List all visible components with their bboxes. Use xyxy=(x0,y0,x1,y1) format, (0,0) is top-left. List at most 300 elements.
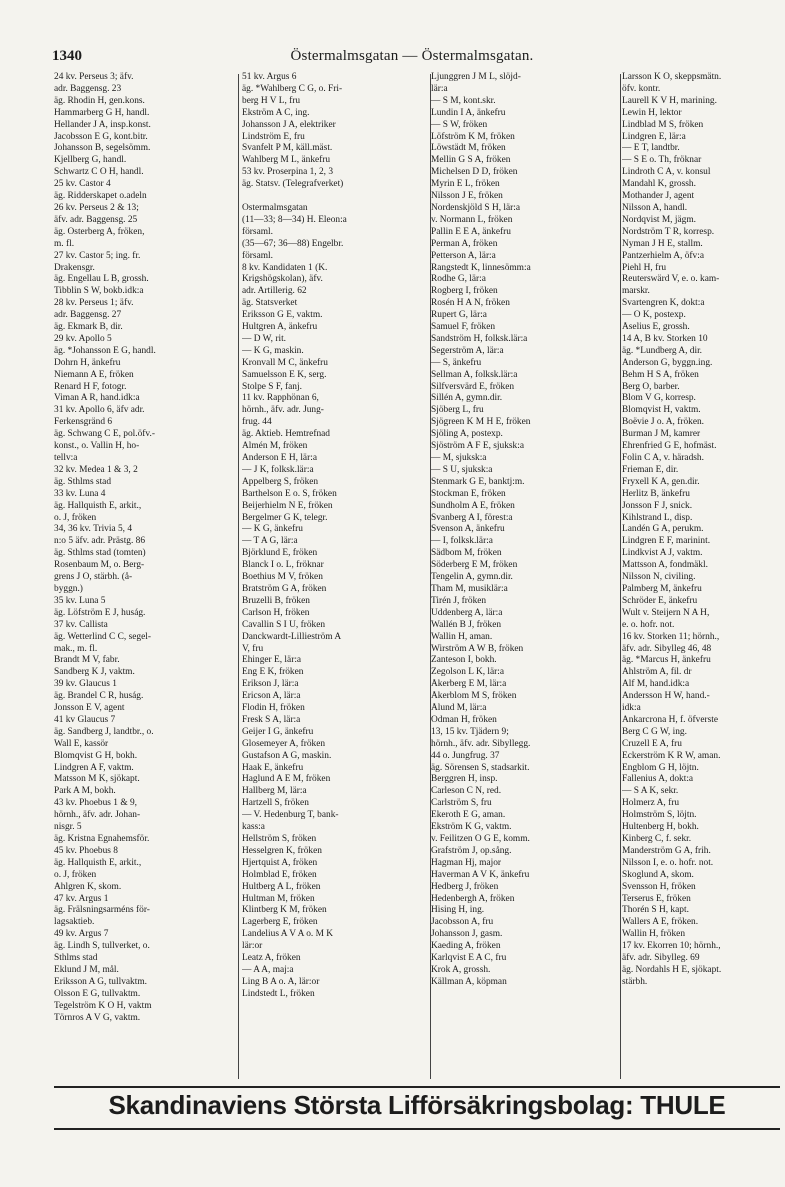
directory-entry: Nilsson N, civiling. xyxy=(622,572,696,583)
directory-entry: Rodhe G, lär:a xyxy=(431,274,486,285)
directory-entry: äg. Wetterlind C C, segel- xyxy=(54,631,151,642)
directory-entry: Haglund A E M, fröken xyxy=(242,774,331,785)
directory-entry: hörnh., äfv. adr. Sibyllegg. xyxy=(431,738,531,749)
directory-entry: Petterson A, lär:a xyxy=(431,250,496,261)
directory-entry: Holmblad E, fröken xyxy=(242,869,317,880)
directory-entry: Terserus E, fröken xyxy=(622,893,691,904)
directory-entry: äg. Löfström E J, huság. xyxy=(54,607,146,618)
directory-entry: Björklund E, fröken xyxy=(242,548,318,559)
directory-entry: Svartengren K, dokt:a xyxy=(622,298,705,309)
directory-entry: 11 kv. Rapphönan 6, xyxy=(242,393,319,404)
directory-entry: Behm H S A, fröken xyxy=(622,369,699,380)
directory-entry: Berg O, barber. xyxy=(622,381,680,392)
directory-entry: Ekström K G, vaktm. xyxy=(431,822,512,833)
directory-entry: Stolpe S F, fanj. xyxy=(242,381,302,392)
directory-entry: Dohrn H, änkefru xyxy=(54,357,121,368)
directory-entry: 17 kv. Ekorren 10; hörnh., xyxy=(622,941,721,952)
directory-entry: äg. Kristna Egnahemsför. xyxy=(54,834,150,844)
directory-entry: Perman A, fröken xyxy=(431,238,498,249)
directory-entry: Olsson E G, tullvaktm. xyxy=(54,988,141,999)
directory-entry: Nordström T R, korresp. xyxy=(622,226,715,237)
directory-entry: äg. *Marcus H, änkefru xyxy=(622,655,711,666)
directory-entry: kass:a xyxy=(242,822,265,833)
directory-entry: Eng E K, fröken xyxy=(242,667,304,678)
directory-entry: Blomqvist H, vaktm. xyxy=(622,405,701,416)
directory-entry: Landelius A V A o. M K xyxy=(242,929,334,940)
directory-entry: Landén G A, perukm. xyxy=(622,524,704,535)
directory-entry: 31 kv. Apollo 6, äfv adr. xyxy=(54,405,145,416)
directory-entry: Zanteson I, bokh. xyxy=(431,655,497,666)
directory-entry: Nilsson J E, fröken xyxy=(431,191,503,202)
footer-advertisement: Skandinaviens Största Lifförsäkringsbolag: THULE xyxy=(108,1090,726,1120)
directory-entry: Eriksson A G, tullvaktm. xyxy=(54,976,147,987)
directory-entry: Lindström E, fru xyxy=(242,131,305,142)
directory-entry: Fryxell K A, gen.dir. xyxy=(622,476,700,487)
directory-entry: 39 kv. Glaucus 1 xyxy=(54,679,117,690)
directory-entry: Ahlström A, fil. dr xyxy=(622,667,692,678)
directory-entry: Rosén H A N, fröken xyxy=(431,298,510,309)
directory-entry: Sellman A, folksk.lär:a xyxy=(431,369,518,380)
directory-entry: 45 kv. Phoebus 8 xyxy=(54,845,118,856)
directory-entry: öfv. kontr. xyxy=(622,83,661,94)
directory-entry: Segerström A, lär:a xyxy=(431,345,504,356)
directory-entry: 49 kv. Argus 7 xyxy=(54,929,109,940)
directory-entry: äg. Rhodin H, gen.kons. xyxy=(54,95,145,106)
directory-entry: Stenmark G E, banktj:m. xyxy=(431,476,525,487)
directory-entry: Sundholm A E, fröken xyxy=(431,500,515,511)
directory-entry: Myrin E L, fröken xyxy=(431,179,500,190)
directory-entry: Nordenskjöld S H, lär:a xyxy=(431,202,521,213)
directory-entry: Åkerberg E M, lär:a xyxy=(431,679,507,690)
directory-entry: Lindgren E F, marinint. xyxy=(622,536,711,547)
directory-entry: Lindgren A F, vaktm. xyxy=(54,762,134,773)
directory-entry: — S A K, sekr. xyxy=(622,786,679,797)
directory-entry: Tirén J, fröken xyxy=(431,595,487,606)
directory-entry: Lewin H, lektor xyxy=(622,107,682,118)
directory-entry: lär:or xyxy=(242,941,263,952)
directory-entry: — K G, änkefru xyxy=(242,524,303,535)
directory-entry: Blomqvist G H, bokh. xyxy=(54,750,138,761)
directory-entry: nisgr. 5 xyxy=(54,822,82,833)
directory-entry: 34, 36 kv. Trivia 5, 4 xyxy=(54,524,133,535)
directory-entry: (35—67; 36—88) Engelbr. xyxy=(242,238,344,249)
directory-entry: stärbh. xyxy=(622,976,648,987)
directory-entry: (11—33; 8—34) H. Eleon:a xyxy=(242,214,347,225)
directory-entry: Drakensgr. xyxy=(54,262,95,273)
directory-entry: äfv. adr. Baggensg. 25 xyxy=(54,214,138,225)
directory-entry: Boethius M V, fröken xyxy=(242,572,323,583)
directory-entry: V, fru xyxy=(242,643,264,654)
directory-entry: Ankarcrona H, f. öfverste xyxy=(622,714,719,725)
directory-entry: o. J, fröken xyxy=(54,869,97,880)
directory-entry: Wult v. Steijern N A H, xyxy=(622,607,710,618)
directory-entry: lagsaktieb. xyxy=(54,917,95,928)
directory-entry: Cavallin S I U, fröken xyxy=(242,619,326,630)
footer-rule xyxy=(54,1128,780,1130)
directory-entry: Haak E, änkefru xyxy=(242,762,304,773)
directory-entry: Park A M, bokh. xyxy=(54,786,116,797)
directory-entry: Wallers A E, fröken. xyxy=(622,917,699,928)
directory-entry: äg. Hallquisth E, arkit., xyxy=(54,500,142,511)
directory-entry: adr. Baggensg. 23 xyxy=(54,83,122,94)
directory-entry: Hagman Hj, major xyxy=(431,857,502,868)
directory-entry: Sädbom M, fröken xyxy=(431,548,502,559)
directory-entry: Krigshögskolan), äfv. xyxy=(242,274,323,285)
directory-entry: Lindroth C A, v. konsul xyxy=(622,167,711,178)
directory-entry: Bruzelli B, fröken xyxy=(242,595,310,606)
directory-entry: Lindblad M S, fröken xyxy=(622,119,704,130)
directory-entry: m. fl. xyxy=(54,238,75,249)
directory-entry: Pallin E E A, änkefru xyxy=(431,226,511,237)
directory-entry: — A A, maj:a xyxy=(242,964,294,975)
directory-entry: Holmerz A, fru xyxy=(622,798,680,809)
directory-entry: — V. Hedenburg T, bank- xyxy=(242,810,339,821)
directory-entry: Hartzell S, fröken xyxy=(242,798,309,809)
directory-entry: 32 kv. Medea 1 & 3, 2 xyxy=(54,464,138,475)
directory-entry: Hellström S, fröken xyxy=(242,834,317,844)
directory-entry: — J K, folksk.lär:a xyxy=(242,464,314,475)
directory-entry: 41 kv Glaucus 7 xyxy=(54,714,116,725)
directory-entry: Ekeroth E G, aman. xyxy=(431,810,506,821)
directory-entry: 53 kv. Proserpina 1, 2, 3 xyxy=(242,167,334,178)
directory-entry: Kjellberg G, handl. xyxy=(54,155,127,166)
directory-entry: Svensson H, fröken xyxy=(622,881,696,892)
directory-entry: konst., o. Vallin H, ho- xyxy=(54,441,140,452)
directory-entry: Flodin H, fröken xyxy=(242,703,305,714)
directory-entry: äg. Brandel C R, huság. xyxy=(54,691,144,702)
directory-entry: Erikson J, lär:a xyxy=(242,679,299,690)
directory-entry: Stockman E, fröken xyxy=(431,488,506,499)
directory-entry: Sandström H, folksk.lär:a xyxy=(431,333,528,344)
directory-entry: o. J, fröken xyxy=(54,512,97,523)
directory-entry: adr. Artillerig. 62 xyxy=(242,286,307,297)
directory-entry: äg. Lindh S, tullverket, o. xyxy=(54,941,150,952)
directory-entry: Fallenius A, dokt:a xyxy=(622,774,694,785)
directory-entry: Källman A, köpman xyxy=(431,976,507,987)
directory-entry: 25 kv. Castor 4 xyxy=(54,179,111,190)
directory-entry: Silfversvärd E, fröken xyxy=(431,381,515,392)
directory-entry: tellv:a xyxy=(54,453,78,463)
directory-entry: Hedberg J, fröken xyxy=(431,881,499,892)
directory-entry: Holmström S, löjtn. xyxy=(622,810,697,821)
directory-entry: Anderson E H, lär:a xyxy=(242,453,317,463)
directory-entry: Uddenberg A, lär:a xyxy=(431,607,503,618)
directory-entry: Nilsson I, e. o. hofr. not. xyxy=(622,857,714,868)
directory-entry: 16 kv. Storken 11; hörnh., xyxy=(622,631,720,642)
directory-entry: Sandberg K J, vaktm. xyxy=(54,667,135,678)
directory-entry: Ödman H, fröken xyxy=(431,714,497,725)
directory-entry: Barthelson E o. S, fröken xyxy=(242,488,337,499)
directory-entry: grens J O, stärbh. (å- xyxy=(54,572,133,583)
directory-entry: äg. Ridderskapet o.adeln xyxy=(54,191,147,202)
directory-entry: — M, sjuksk:a xyxy=(431,453,487,463)
directory-entry: Östermalmsgatan xyxy=(242,202,308,213)
directory-entry: äg. *Johansson E G, handl. xyxy=(54,345,156,356)
directory-entry: Leatz A, fröken xyxy=(242,953,301,964)
directory-entry: Ferkensgränd 6 xyxy=(54,417,113,428)
directory-entry: Engblom G H, löjtn. xyxy=(622,762,699,773)
directory-entry: 24 kv. Perseus 3; äfv. xyxy=(54,72,134,82)
directory-entry: Åselius E, grossh. xyxy=(622,322,690,333)
directory-entry: Sjöström A F E, sjuksk:a xyxy=(431,441,524,452)
directory-entry: Brandt M V, fabr. xyxy=(54,655,120,666)
directory-entry: Piehl H, fru xyxy=(622,262,667,273)
directory-entry: Hellander J A, insp.konst. xyxy=(54,119,151,130)
directory-entry: Glosemeyer A, fröken xyxy=(242,738,326,749)
directory-entry: Johansson J, gasm. xyxy=(431,929,503,940)
directory-entry: 29 kv. Apollo 5 xyxy=(54,333,112,344)
directory-entry: Hultgren A, änkefru xyxy=(242,322,318,333)
directory-entry: Fresk S A, lär:a xyxy=(242,714,301,725)
directory-entry: Danckwardt-Lillieström A xyxy=(242,631,342,642)
directory-entry: Jacobsson A, fru xyxy=(431,917,494,928)
directory-entry: Schröder E, änkefru xyxy=(622,595,698,606)
directory-entry: församl. xyxy=(242,226,273,237)
directory-entry: — D W, rit. xyxy=(242,333,287,344)
directory-entry: äg. Frälsningsarméns för- xyxy=(54,905,150,916)
directory-entry: äg. Ekmark B, dir. xyxy=(54,322,123,333)
directory-entry: Manderström G A, frih. xyxy=(622,845,711,856)
directory-entry: Hjertquist A, fröken xyxy=(242,857,318,868)
directory-entry: församl. xyxy=(242,250,273,261)
directory-entry: Ekström A C, ing. xyxy=(242,107,310,118)
directory-entry: Hultberg A L, fröken xyxy=(242,881,321,892)
directory-entry: Palmberg M, änkefru xyxy=(622,583,702,594)
directory-entry: 13, 15 kv. Tjädern 9; xyxy=(431,726,509,737)
directory-entry: Anderson G, byggn.ing. xyxy=(622,357,713,368)
directory-entry: 14 A, B kv. Storken 10 xyxy=(622,333,708,344)
directory-entry: — S M, kont.skr. xyxy=(431,95,496,106)
directory-entry: adr. Baggensg. 27 xyxy=(54,310,122,321)
directory-entry: äg. Sthlms stad (tomten) xyxy=(54,548,146,559)
directory-entry: Tengelin A, gymn.dir. xyxy=(431,572,513,583)
directory-entry: Nordqvist M, jägm. xyxy=(622,214,696,225)
directory-entry: äg. Engellau L B, grossh. xyxy=(54,274,149,285)
directory-entry: Löwstädt M, fröken xyxy=(431,143,506,154)
directory-entry: 33 kv. Luna 4 xyxy=(54,488,106,499)
directory-entry: Jacobsson E G, kont.bitr. xyxy=(54,131,148,142)
directory-entry: Svenson A, änkefru xyxy=(431,524,505,535)
directory-entry: Wirström A W B, fröken xyxy=(431,643,524,654)
page-number: 1340 xyxy=(52,48,82,64)
directory-entry: Eklund J M, mål. xyxy=(54,964,119,975)
directory-entry: Jonsson F J, snick. xyxy=(622,500,693,511)
directory-entry: äg. Österberg A, fröken, xyxy=(54,226,145,237)
directory-entry: Rogberg I, fröken xyxy=(431,286,498,297)
directory-entry: Thorén S H, kapt. xyxy=(622,905,689,916)
directory-entry: Burman J M, kamrer xyxy=(622,429,701,440)
directory-entry: äg. Sörensen S, stadsarkit. xyxy=(431,762,530,773)
directory-entry: Lagerberg E, fröken xyxy=(242,917,318,928)
directory-entry: Cruzell E A, fru xyxy=(622,738,682,749)
directory-entry: Johansson B, segelsömm. xyxy=(54,143,151,154)
directory-entry: Grafström J, op.sång. xyxy=(431,845,512,856)
directory-entry: Lundin I A, änkefru xyxy=(431,107,506,118)
directory-entry: Alf M, hand.idk:a xyxy=(622,679,690,690)
directory-entry: 27 kv. Castor 5; ing. fr. xyxy=(54,250,141,261)
directory-entry: Berg C G W, ing. xyxy=(622,726,687,737)
directory-column-4 xyxy=(622,72,785,1082)
directory-entry: hörnh., äfv. adr. Jung- xyxy=(242,405,324,416)
directory-entry: frug. 44 xyxy=(242,417,272,428)
directory-entry: — T A G, lär:a xyxy=(242,536,298,547)
directory-entry: Ehrenfried G E, hofmäst. xyxy=(622,441,717,452)
directory-entry: Lindgren E, lär:a xyxy=(622,131,686,142)
directory-entry: hörnh., äfv. adr. Johan- xyxy=(54,810,141,821)
directory-entry: Rupert G, lär:a xyxy=(431,310,487,321)
running-title: Östermalmsgatan — Östermalmsgatan. xyxy=(290,48,534,64)
directory-entry: Herlitz B, änkefru xyxy=(622,488,690,499)
directory-entry: v. Normann L, fröken xyxy=(431,214,513,225)
page-header xyxy=(52,48,772,70)
directory-entry: 37 kv. Callista xyxy=(54,619,108,630)
directory-entry: Kihlstrand L, disp. xyxy=(622,512,693,523)
directory-entry: Carleson C N, red. xyxy=(431,786,502,797)
directory-entry: Ericson A, lär:a xyxy=(242,691,301,702)
directory-entry: Mellin G S A, fröken xyxy=(431,155,511,166)
directory-entry: Eckerström K R W, aman. xyxy=(622,750,721,761)
directory-entry: Zegolson L K, lär:a xyxy=(431,667,505,678)
directory-entry: v. Feilitzen O G E, komm. xyxy=(431,834,530,844)
directory-column-2 xyxy=(242,72,418,1082)
directory-entry: Ålund M, lär:a xyxy=(431,703,487,714)
directory-entry: Åkerblom M S, fröken xyxy=(431,691,517,702)
directory-entry: Hultenberg H, bokh. xyxy=(622,822,699,833)
directory-entry: Hesselgren K, fröken xyxy=(242,845,322,856)
directory-entry: Wallin H, fröken xyxy=(622,929,686,940)
directory-entry: äg. *Lundberg A, dir. xyxy=(622,345,703,356)
directory-entry: Svanberg A I, förest:a xyxy=(431,512,513,523)
directory-entry: Almén M, fröken xyxy=(242,441,308,452)
directory-entry: Wahlberg M L, änkefru xyxy=(242,155,331,166)
directory-entry: Ehinger E, lär:a xyxy=(242,655,302,666)
directory-entry: Sjögreen K M H E, fröken xyxy=(431,417,531,428)
directory-entry: Carlson H, fröken xyxy=(242,607,310,618)
directory-entry: Mattsson A, fondmäkl. xyxy=(622,560,708,571)
directory-entry: Kronvall M C, änkefru xyxy=(242,357,328,368)
directory-entry: 26 kv. Perseus 2 & 13; xyxy=(54,202,139,213)
directory-entry: Hedenbergh A, fröken xyxy=(431,893,515,904)
directory-entry: Bergelmer G K, telegr. xyxy=(242,512,328,523)
directory-entry: Michelsen D D, fröken xyxy=(431,167,518,178)
directory-entry: Matsson M K, sjökapt. xyxy=(54,774,140,785)
directory-entry: — E T, landtbr. xyxy=(622,143,680,154)
directory-entry: 47 kv. Argus 1 xyxy=(54,893,109,904)
directory-entry: Gustafson A G, maskin. xyxy=(242,750,332,761)
directory-entry: 8 kv. Kandidaten 1 (K. xyxy=(242,262,328,273)
directory-entry: Mothander J, agent xyxy=(622,191,695,202)
directory-entry: Beijerhielm N E, fröken xyxy=(242,500,333,511)
directory-entry: Klintberg K M, fröken xyxy=(242,905,327,916)
directory-entry: marskr. xyxy=(622,286,650,297)
directory-entry: Lindstedt L, fröken xyxy=(242,988,315,999)
directory-entry: Nilsson A, handl. xyxy=(622,202,688,213)
directory-entry: Frieman E, dir. xyxy=(622,464,679,475)
directory-entry: Reuterswärd V, e. o. kam- xyxy=(622,274,720,285)
directory-entry: Folin C A, v. häradsh. xyxy=(622,453,704,463)
directory-entry: Eriksson G E, vaktm. xyxy=(242,310,323,321)
directory-entry: Samuel F, fröken xyxy=(431,322,496,333)
directory-entry: Hultman M, fröken xyxy=(242,893,315,904)
directory-columns xyxy=(54,72,782,1082)
directory-entry: Jonsson E V, agent xyxy=(54,703,125,714)
directory-column-3 xyxy=(431,72,609,1082)
directory-entry: Niemann A E, fröken xyxy=(54,369,134,380)
directory-entry: Carlström S, fru xyxy=(431,798,492,809)
directory-entry: äg. Statsv. (Telegrafverket) xyxy=(242,179,344,190)
directory-entry: 51 kv. Argus 6 xyxy=(242,72,297,82)
directory-entry: Kinberg C, f. sekr. xyxy=(622,834,692,844)
directory-entry: Viman A R, hand.idk:a xyxy=(54,393,140,404)
directory-entry: Tham M, musiklär:a xyxy=(431,583,508,594)
directory-entry: Söderberg E M, fröken xyxy=(431,560,518,571)
directory-entry: mak., m. fl. xyxy=(54,643,98,654)
directory-entry: Appelberg S, fröken xyxy=(242,476,319,487)
directory-entry: — S U, sjuksk:a xyxy=(431,464,493,475)
directory-entry: idk:a xyxy=(622,703,641,714)
directory-entry: Sillén A, gymn.dir. xyxy=(431,393,503,404)
directory-entry: — S W, fröken xyxy=(431,119,488,130)
directory-entry: Wallin H, aman. xyxy=(431,631,493,642)
directory-entry: äg. Hallquisth E, arkit., xyxy=(54,857,142,868)
directory-entry: Sjöberg L, fru xyxy=(431,405,484,416)
directory-entry: Skoglund A, skom. xyxy=(622,869,694,880)
directory-entry: äg. Nordahls H E, sjökapt. xyxy=(622,964,722,975)
directory-entry: Boëvie J o. A, fröken. xyxy=(622,417,705,428)
directory-entry: Geijer I G, änkefru xyxy=(242,726,314,737)
directory-entry: äg. Aktieb. Hemtrefnad xyxy=(242,429,330,440)
directory-entry: Nyman J H E, stallm. xyxy=(622,238,703,249)
directory-entry: byggn.) xyxy=(54,583,83,594)
directory-entry: Kaeding A, fröken xyxy=(431,941,501,952)
directory-entry: Haverman A V K, änkefru xyxy=(431,869,530,880)
directory-entry: Lindkvist A J, vaktm. xyxy=(622,548,703,559)
directory-entry: Blanck I o. L, fröknar xyxy=(242,560,324,571)
directory-entry: äg. *Wahlberg C G, o. Fri- xyxy=(242,83,343,94)
directory-entry: berg H V L, fru xyxy=(242,95,301,106)
directory-entry: — I, folksk.lär:a xyxy=(431,536,493,547)
directory-entry: Pantzerhielm A, öfv:a xyxy=(622,250,705,261)
directory-entry: Renard H F, fotogr. xyxy=(54,381,127,392)
directory-entry: Sthlms stad xyxy=(54,953,98,964)
directory-entry: Laurell K V H, marining. xyxy=(622,95,717,106)
directory-entry: Rosenbaum M, o. Berg- xyxy=(54,560,145,571)
directory-entry: Blom V G, korresp. xyxy=(622,393,696,404)
directory-column-1 xyxy=(54,72,230,1082)
footer-rule xyxy=(54,1086,780,1088)
directory-entry: Svanfelt P M, käll.mäst. xyxy=(242,143,333,154)
directory-entry: äg. Statsverket xyxy=(242,298,298,309)
directory-entry: Tegelström K O H, vaktm xyxy=(54,1000,152,1011)
directory-entry: Karlqvist E A C, fru xyxy=(431,953,507,964)
directory-entry: e. o. hofr. not. xyxy=(622,619,675,630)
directory-entry: Andersson H W, hand.- xyxy=(622,691,710,702)
directory-entry: Johansson J A, elektriker xyxy=(242,119,336,130)
directory-entry: Berggren H, insp. xyxy=(431,774,498,785)
directory-entry: Löfström K M, fröken xyxy=(431,131,515,142)
directory-entry: Bratström G A, fröken xyxy=(242,583,327,594)
directory-entry: Wall E, kassör xyxy=(54,738,109,749)
directory-entry: — S, änkefru xyxy=(431,357,482,368)
directory-entry: Samuelsson E K, serg. xyxy=(242,369,327,380)
directory-entry: Tibblin S W, bokb.idk:a xyxy=(54,286,144,297)
directory-entry xyxy=(242,191,418,203)
directory-entry: Larsson K O, skeppsmätn. xyxy=(622,72,722,82)
directory-entry: Hising H, ing. xyxy=(431,905,485,916)
directory-entry: Ljunggren J M L, slöjd- xyxy=(431,72,521,82)
directory-entry: Ahlgren K, skom. xyxy=(54,881,122,892)
directory-entry: — O K, postexp. xyxy=(622,310,686,321)
